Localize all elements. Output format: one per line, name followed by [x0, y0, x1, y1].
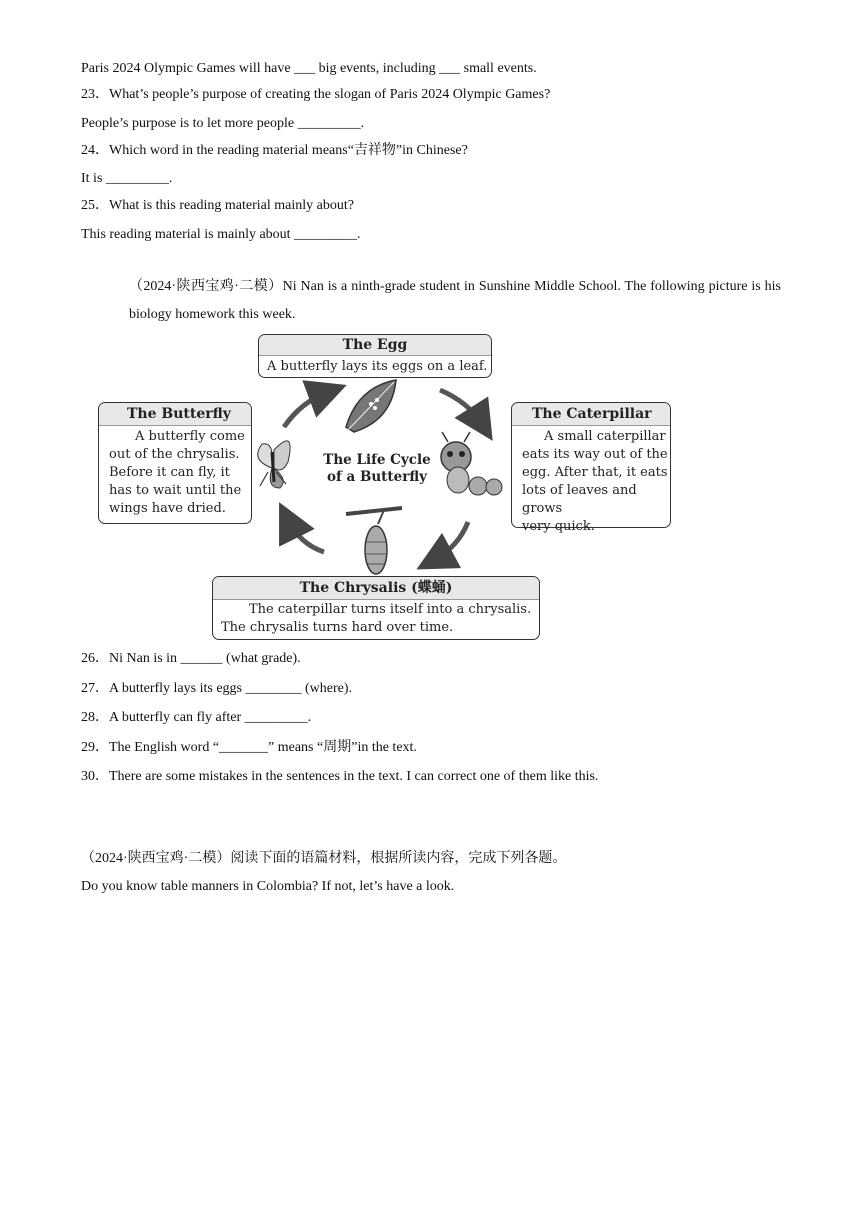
caterpillar-box	[511, 402, 671, 534]
caterpillar-line: A small caterpillar	[544, 429, 666, 444]
arrow-icon	[284, 392, 328, 427]
question-30: 30．There are some mistakes in the sentences in the text. I can correct one of them like this.	[81, 769, 599, 784]
egg-text: A butterfly lays its eggs on a leaf.	[267, 359, 488, 374]
chrysalis-title: The Chrysalis (蝶蛹)	[299, 580, 453, 596]
egg-box	[258, 334, 492, 378]
passage2-line: Do you know table manners in Colombia? If not, let’s have a look.	[81, 879, 455, 894]
leaf-icon	[346, 380, 396, 432]
passage2-intro: （2024·陕西宝鸡·二模）阅读下面的语篇材料，根据所读内容，完成下列各题。	[81, 851, 567, 866]
butterfly-title: The Butterfly	[127, 406, 231, 422]
chrysalis-icon	[346, 508, 402, 574]
caterpillar-line: egg. After that, it eats	[522, 465, 668, 480]
arrow-icon	[434, 522, 468, 560]
caterpillar-line: eats its way out of the	[522, 447, 668, 462]
question-29: 29．The English word “_______” means “周期”in the text.	[81, 740, 417, 755]
butterfly-line: has to wait until the	[109, 483, 242, 498]
caterpillar-line: lots of leaves and grows	[522, 483, 637, 516]
butterfly-icon	[258, 441, 290, 488]
question-25: 25．What is this reading material mainly about?	[81, 198, 354, 213]
caterpillar-icon	[441, 432, 502, 495]
butterfly-box	[98, 402, 252, 524]
butterfly-line: Before it can fly, it	[109, 465, 230, 480]
center-title-line: The Life Cycle	[323, 452, 431, 468]
answer-line-25: This reading material is mainly about _________.	[81, 227, 361, 242]
chrysalis-line: The caterpillar turns itself into a chrysalis.	[249, 602, 532, 617]
question-27: 27．A butterfly lays its eggs ________ (where).	[81, 681, 353, 696]
sentence-line: Paris 2024 Olympic Games will have ___ big events, including ___ small events.	[81, 61, 537, 76]
question-24: 24．Which word in the reading material means“吉祥物”in Chinese?	[81, 143, 468, 158]
question-26: 26．Ni Nan is in ______ (what grade).	[81, 651, 301, 666]
chrysalis-line: The chrysalis turns hard over time.	[221, 620, 454, 635]
butterfly-line: wings have dried.	[109, 501, 226, 516]
chrysalis-box	[212, 576, 540, 640]
caterpillar-title: The Caterpillar	[532, 406, 652, 422]
egg-title: The Egg	[342, 337, 408, 353]
life-cycle-figure	[96, 332, 676, 642]
passage-intro-text: （2024·陕西宝鸡·二模）Ni Nan is a ninth-grade student in Sunshine Middle School. The following picture is his biology homework this week.	[129, 279, 781, 322]
butterfly-line: A butterfly come	[135, 429, 245, 444]
center-title-line: of a Butterfly	[326, 469, 428, 485]
arrow-icon	[288, 520, 324, 552]
caterpillar-line: very quick.	[522, 519, 595, 534]
passage-intro	[81, 273, 781, 329]
answer-line-23: People’s purpose is to let more people _________.	[81, 116, 365, 131]
question-28: 28．A butterfly can fly after _________.	[81, 710, 312, 725]
butterfly-line: out of the chrysalis.	[109, 447, 240, 462]
answer-line-24: It is _________.	[81, 171, 173, 186]
figure-center-title	[312, 452, 442, 486]
arrow-icon	[440, 390, 482, 424]
question-23: 23．What’s people’s purpose of creating the slogan of Paris 2024 Olympic Games?	[81, 87, 551, 102]
